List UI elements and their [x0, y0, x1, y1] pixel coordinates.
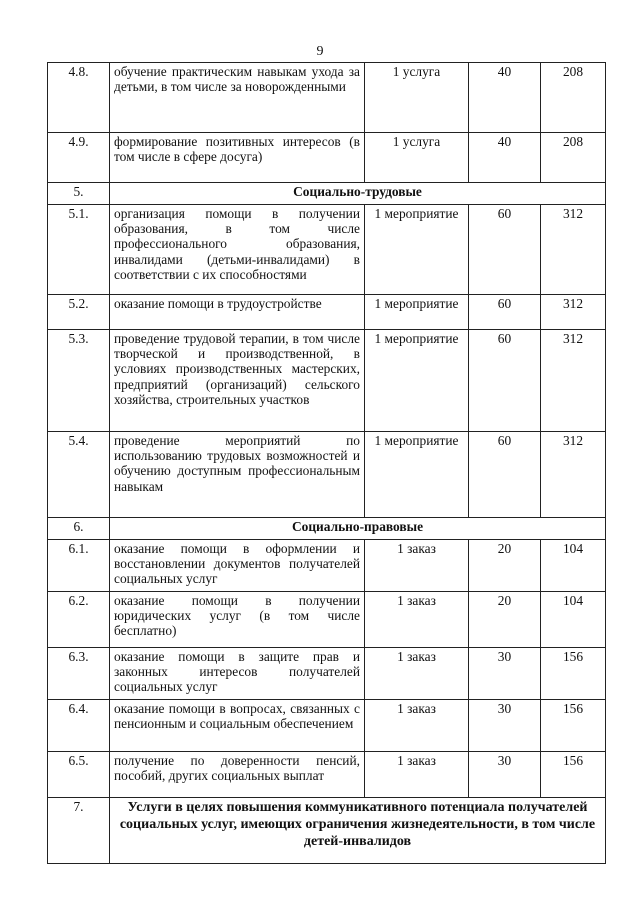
row-number: 6.2.	[48, 592, 110, 648]
table-row	[48, 648, 606, 700]
service-name: организация помощи в получении образования, в том числе профессионального образования, инвалидами (детьми-инвалидами) в соответствии с их способностями	[110, 205, 365, 295]
table-row	[48, 432, 606, 518]
page-number: 9	[316, 44, 324, 59]
service-unit: 1 заказ	[365, 648, 469, 700]
service-name: проведение мероприятий по использованию трудовых возможностей и обучению доступным профессиональным навыкам	[110, 432, 365, 518]
service-name: оказание помощи в трудоустройстве	[110, 295, 365, 330]
service-price: 208	[541, 133, 606, 183]
service-price: 156	[541, 648, 606, 700]
table-row	[48, 205, 606, 295]
service-price: 208	[541, 63, 606, 133]
service-name: формирование позитивных интересов (в том числе в сфере досуга)	[110, 133, 365, 183]
service-name: оказание помощи в получении юридических услуг (в том числе бесплатно)	[110, 592, 365, 648]
row-number: 6.5.	[48, 752, 110, 798]
table-row	[48, 63, 606, 133]
service-unit: 1 мероприятие	[365, 432, 469, 518]
table-row	[48, 133, 606, 183]
service-unit: 1 заказ	[365, 752, 469, 798]
service-name: обучение практическим навыкам ухода за детьми, в том числе за новорожденными	[110, 63, 365, 133]
row-number: 5.3.	[48, 330, 110, 432]
service-price: 312	[541, 295, 606, 330]
row-number: 4.8.	[48, 63, 110, 133]
table-row	[48, 330, 606, 432]
section-row	[48, 798, 606, 864]
service-time: 20	[469, 540, 541, 592]
service-unit: 1 мероприятие	[365, 205, 469, 295]
section-row	[48, 183, 606, 205]
section-number: 7.	[48, 798, 110, 864]
service-name: оказание помощи в вопросах, связанных с пенсионным и социальным обеспечением	[110, 700, 365, 752]
service-price: 104	[541, 592, 606, 648]
service-name: оказание помощи в оформлении и восстановлении документов получателей социальных услуг	[110, 540, 365, 592]
service-time: 60	[469, 432, 541, 518]
section-title: Социально-правовые	[110, 518, 606, 540]
row-number: 5.1.	[48, 205, 110, 295]
section-title: Услуги в целях повышения коммуникативного потенциала получателей социальных услуг, имеющих ограничения жизнедеятельности, в том числе детей-инвалидов	[110, 798, 606, 864]
service-time: 60	[469, 295, 541, 330]
service-price: 156	[541, 752, 606, 798]
table-row	[48, 700, 606, 752]
section-title: Социально-трудовые	[110, 183, 606, 205]
table-row	[48, 752, 606, 798]
row-number: 5.4.	[48, 432, 110, 518]
services-table	[47, 62, 606, 864]
service-price: 104	[541, 540, 606, 592]
section-number: 5.	[48, 183, 110, 205]
table-row	[48, 295, 606, 330]
service-unit: 1 мероприятие	[365, 295, 469, 330]
service-time: 40	[469, 133, 541, 183]
row-number: 4.9.	[48, 133, 110, 183]
service-unit: 1 услуга	[365, 63, 469, 133]
service-time: 20	[469, 592, 541, 648]
service-time: 40	[469, 63, 541, 133]
service-unit: 1 заказ	[365, 700, 469, 752]
service-time: 60	[469, 205, 541, 295]
row-number: 6.4.	[48, 700, 110, 752]
service-time: 60	[469, 330, 541, 432]
service-time: 30	[469, 648, 541, 700]
section-number: 6.	[48, 518, 110, 540]
service-price: 312	[541, 432, 606, 518]
service-name: оказание помощи в защите прав и законных интересов получателей социальных услуг	[110, 648, 365, 700]
table-row	[48, 540, 606, 592]
service-name: проведение трудовой терапии, в том числе творческой и производственной, в условиях производственных мастерских, предприятий (организаций) сельского хозяйства, строительных участков	[110, 330, 365, 432]
row-number: 6.3.	[48, 648, 110, 700]
service-unit: 1 услуга	[365, 133, 469, 183]
section-row	[48, 518, 606, 540]
service-unit: 1 мероприятие	[365, 330, 469, 432]
service-name: получение по доверенности пенсий, пособий, других социальных выплат	[110, 752, 365, 798]
service-unit: 1 заказ	[365, 540, 469, 592]
service-price: 312	[541, 330, 606, 432]
row-number: 6.1.	[48, 540, 110, 592]
service-time: 30	[469, 700, 541, 752]
row-number: 5.2.	[48, 295, 110, 330]
table-row	[48, 592, 606, 648]
service-unit: 1 заказ	[365, 592, 469, 648]
service-price: 312	[541, 205, 606, 295]
service-time: 30	[469, 752, 541, 798]
service-price: 156	[541, 700, 606, 752]
